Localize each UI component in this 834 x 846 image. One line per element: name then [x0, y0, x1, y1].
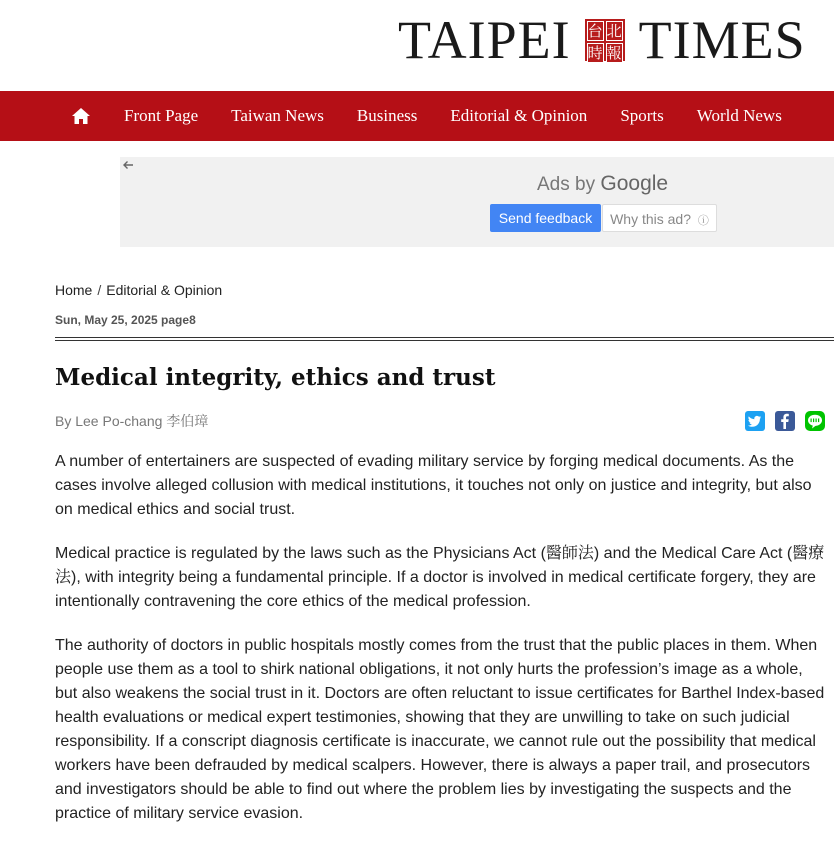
article-body — [55, 450, 825, 846]
seal-char: 時 — [587, 44, 603, 62]
ads-by-label: Ads by — [537, 174, 596, 195]
breadcrumb — [55, 282, 222, 298]
breadcrumb-section[interactable]: Editorial & Opinion — [106, 282, 223, 298]
twitter-icon[interactable] — [745, 411, 765, 431]
why-this-ad-button[interactable] — [602, 204, 717, 232]
nav-item-business[interactable]: Business — [356, 106, 418, 125]
logo-seal — [585, 19, 625, 61]
logo-word-left: TAIPEI — [398, 10, 571, 70]
masthead — [0, 0, 834, 91]
article-paragraph: Medical practice is regulated by the laws such as the Physicians Act (醫師法) and the Medical Care Act (醫療法), with integrity being a fundamental principle. If a doctor is involved in medical certificate forgery, they are intentionally contravening the core ethics of the medical profession. — [55, 545, 825, 610]
seal-char: 台 — [587, 22, 603, 40]
seal-char: 北 — [606, 22, 622, 40]
line-icon[interactable] — [805, 411, 825, 431]
main-nav — [0, 91, 834, 141]
article-paragraph: The authority of doctors in public hospitals mostly comes from the trust that the public places in them. When people use them as a tool to shirk national obligations, it not only hurts the profession’s image as a whole, but also weakens the social trust in it. Doctors are often reluctant to issue certificates for Barthel Index-based health evaluations or medical expert testimonies, showing that they are unwilling to take on such judicial responsibility. If a conscript diagnosis certificate is inaccurate, we cannot rule out the possibility that medical workers have been defrauded by medical scalpers. However, there is always a paper trail, and prosecutors and investigators should be able to find out where the problem lies by investigating the suspects and the practice of military service evasion. — [55, 637, 825, 822]
back-arrow-icon[interactable] — [122, 159, 136, 173]
article-byline: By Lee Po-chang 李伯璋 — [55, 413, 209, 429]
info-icon: ⓘ — [697, 215, 709, 227]
breadcrumb-separator: / — [97, 282, 102, 298]
google-brand: Google — [600, 172, 669, 195]
facebook-icon[interactable] — [775, 411, 795, 431]
send-feedback-button[interactable]: Send feedback — [490, 204, 601, 232]
nav-item-sports[interactable]: Sports — [620, 106, 664, 125]
article-date: Sun, May 25, 2025 page8 — [55, 313, 196, 327]
ad-banner — [120, 157, 834, 247]
ads-by-google — [537, 172, 668, 196]
nav-item-editorial-opinion[interactable]: Editorial & Opinion — [450, 106, 588, 125]
site-logo[interactable] — [398, 12, 806, 68]
nav-items — [124, 91, 815, 141]
home-icon[interactable] — [71, 106, 91, 126]
why-this-ad-label: Why this ad? — [610, 211, 692, 227]
seal-char: 報 — [606, 44, 622, 62]
divider — [55, 337, 834, 338]
article-paragraph: A number of entertainers are suspected of evading military service by forging medical documents. As the cases involve alleged collusion with medical institutions, it touches not only on justice and integrity, but also on medical ethics and social trust. — [55, 453, 812, 518]
divider — [55, 340, 834, 341]
nav-item-front-page[interactable]: Front Page — [124, 106, 199, 125]
nav-item-world-news[interactable]: World News — [696, 106, 782, 125]
logo-word-right: TIMES — [638, 10, 806, 70]
breadcrumb-home[interactable]: Home — [55, 282, 93, 298]
article-title: Medical integrity, ethics and trust — [55, 364, 496, 391]
nav-item-taiwan-news[interactable]: Taiwan News — [231, 106, 324, 125]
